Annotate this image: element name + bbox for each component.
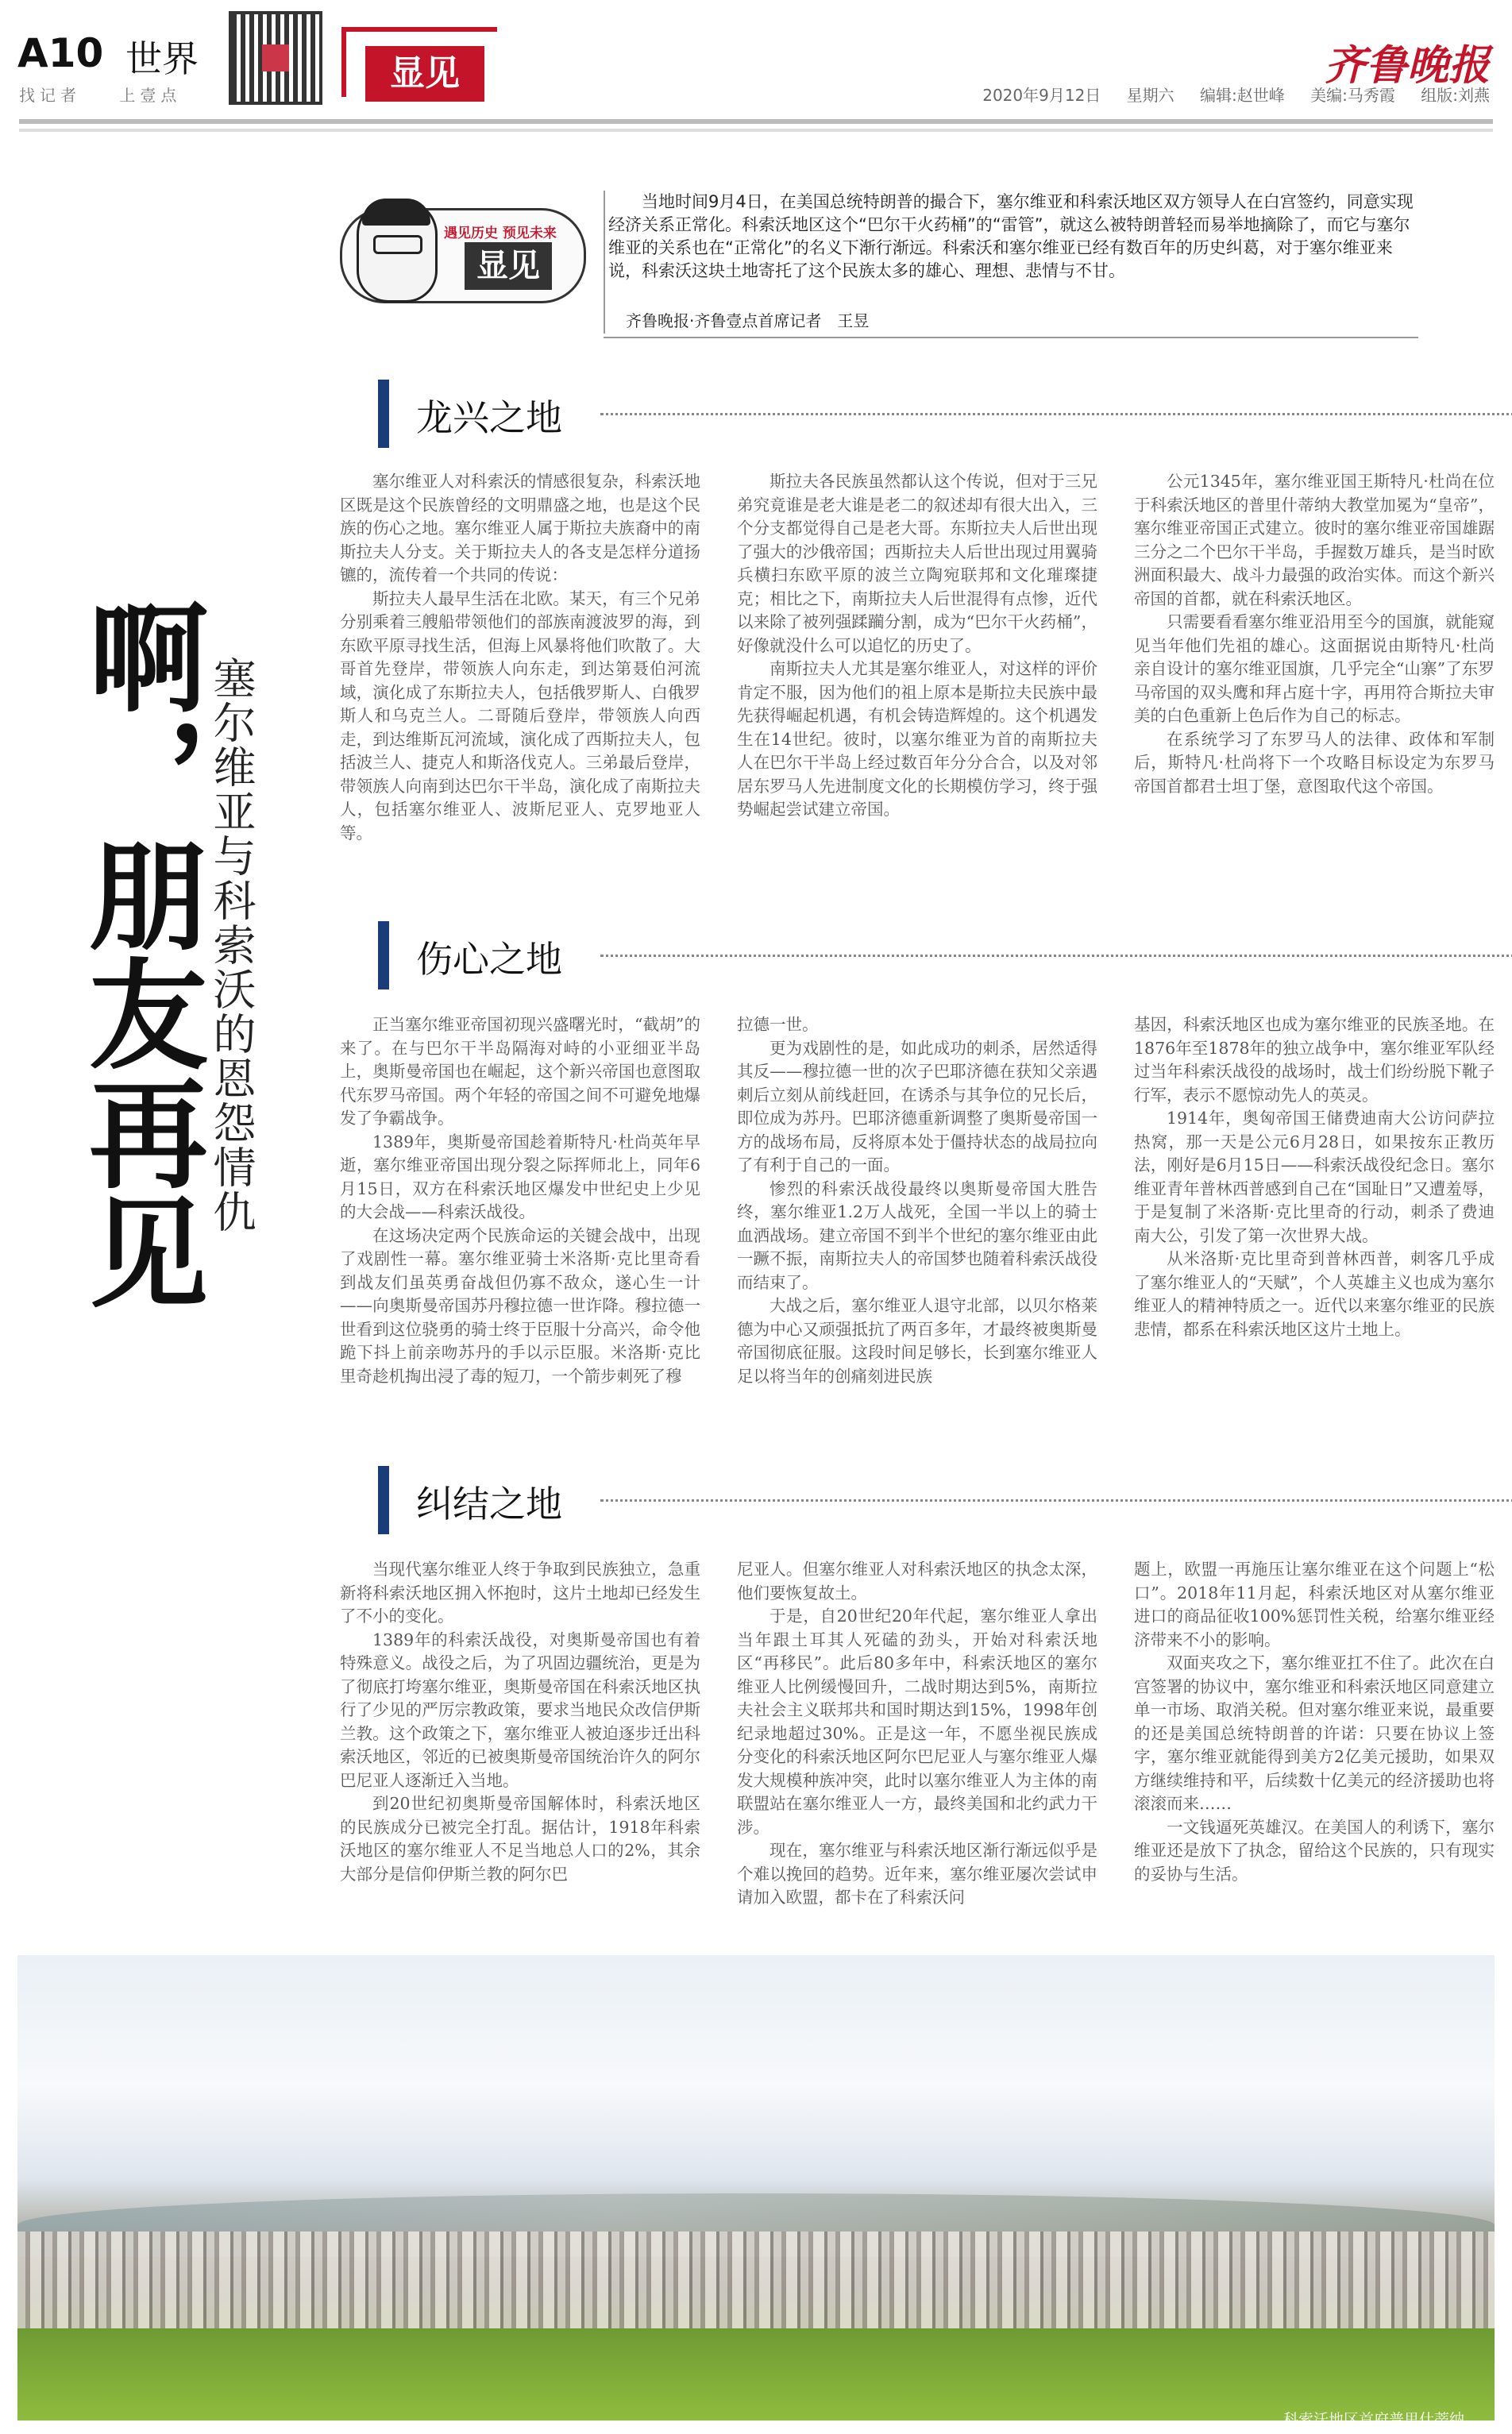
sub-headline: 塞尔维亚与科索沃的恩怨情仇 [206, 656, 256, 1234]
section-dotted-rule [600, 1499, 1512, 1502]
byline: 齐鲁晚报·齐鲁壹点首席记者 王昱 [626, 311, 870, 330]
section-heading-1 [378, 380, 1506, 448]
header-rule [19, 119, 1493, 124]
qr-code-icon[interactable] [229, 11, 322, 105]
section-heading-bar [378, 380, 389, 448]
section-2-column-3 [1134, 1013, 1495, 1341]
column-badge [341, 27, 497, 97]
paragraph: 尼亚人。但塞尔维亚人对科索沃地区的执念太深，他们要恢复故土。 [737, 1560, 1097, 1603]
section-3-column-2 [737, 1558, 1097, 1910]
section-1-column-1 [340, 470, 700, 845]
paragraph: 正当塞尔维亚帝国初现兴盛曙光时，“截胡”的来了。在与巴尔干半岛隔海对峙的小亚细亚半岛上，奥斯曼帝国也在崛起，这个新兴帝国也意图取代东罗马帝国。两个年轻的帝国之间不可避免地爆发了争霸战争。 [340, 1015, 700, 1128]
section-3-column-3 [1134, 1558, 1495, 1886]
main-headline: 啊，朋友再见 [68, 596, 206, 1310]
paragraph: 在系统学习了东罗马人的法律、政体和军制后，斯特凡·杜尚将下一个攻略目标设定为东罗马帝国首都君士坦丁堡，意图取代这个帝国。 [1134, 729, 1495, 796]
paragraph: 双面夹攻之下，塞尔维亚扛不住了。此次在白宫签署的协议中，塞尔维亚和科索沃地区同意建立单一市场、取消关税。但对塞尔维亚来说，最重要的还是美国总统特朗普的许诺：只要在协议上签字，塞尔维亚就能得到美方2亿美元援助，如果双方继续维持和平，后续数十亿美元的经济援助也将滚滚而来…… [1134, 1653, 1495, 1813]
issue-weekday: 星期六 [1126, 86, 1174, 105]
paragraph: 更为戏剧性的是，如此成功的刺杀，居然适得其反——穆拉德一世的次子巴耶济德在获知父亲遇刺后立刻从前线赶回，在诱杀与其争位的兄长后，即位成为苏丹。巴耶济德重新调整了奥斯曼帝国一方的战场布局，反将原本处于僵持状态的战局拉向了有利于自己的一面。 [737, 1038, 1097, 1175]
paragraph: 1914年，奥匈帝国王储费迪南大公访问萨拉热窝，那一天是公元6月28日，如果按东正教历法，刚好是6月15日——科索沃战役纪念日。塞尔维亚青年普林西普感到自己在“国耻日”又遭羞辱，于是复制了米洛斯·克比里奇的行动，刺杀了费迪南大公，引发了第一次世界大战。 [1134, 1109, 1495, 1245]
section-dotted-rule [600, 955, 1512, 957]
section-heading-3 [378, 1466, 1506, 1534]
paragraph: 在这场决定两个民族命运的关键会战中，出现了戏剧性一幕。塞尔维亚骑士米洛斯·克比里奇看到战友们虽英勇奋战但仍寡不敌众，遂心生一计——向奥斯曼帝国苏丹穆拉德一世诈降。穆拉德一世看到这位骁勇的骑士终于臣服十分高兴，命令他跪下抖上前亲吻苏丹的手以示臣服。米洛斯·克比里奇趁机掏出浸了毒的短刀，一个箭步刺死了穆 [340, 1225, 700, 1386]
column-badge-label: 显见 [365, 46, 484, 102]
section-heading-bar [378, 921, 389, 989]
paragraph: 一文钱逼死英雄汉。在美国人的利诱下，塞尔维亚还是放下了执念，留给这个民族的，只有现实的妥协与生活。 [1134, 1817, 1495, 1884]
paragraph: 1389年，奥斯曼帝国趁着斯特凡·杜尚英年早逝，塞尔维亚帝国出现分裂之际挥师北上，同年6月15日，双方在科索沃地区爆发中世纪史上少见的大会战——科索沃战役。 [340, 1132, 700, 1221]
paragraph: 于是，自20世纪20年代起，塞尔维亚人拿出当年跟土耳其人死磕的劲头，开始对科索沃地区“再移民”。此后80多年中，科索沃地区的塞尔维亚人比例缓慢回升，二战时期达到5%，南斯拉夫社会主义联邦共和国时期达到15%，1998年创纪录地超过30%。正是这一年，不愿坐视民族成分变化的科索沃地区阿尔巴尼亚人与塞尔维亚人爆发大规模种族冲突，此时以塞尔维亚人为主体的南联盟站在塞尔维亚人一方，最终美国和北约武力干涉。 [737, 1607, 1097, 1837]
section-dotted-rule [600, 413, 1512, 415]
paragraph: 大战之后，塞尔维亚人退守北部，以贝尔格莱德为中心又顽强抵抗了两百多年，才最终被奥斯曼帝国彻底征服。这段时间足够长，长到塞尔维亚人足以将当年的创痛刻进民族 [737, 1296, 1097, 1386]
column-logo-name: 显见 [465, 242, 552, 290]
section-title: 纠结之地 [416, 1483, 562, 1526]
paragraph: 题上，欧盟一再施压让塞尔维亚在这个问题上“松口”。2018年11月起，科索沃地区对从塞尔维亚进口的商品征收100%惩罚性关税，给塞尔维亚经济带来不小的影响。 [1134, 1560, 1495, 1649]
intro-divider [604, 191, 605, 334]
designer: 美编:马秀霞 [1310, 86, 1395, 105]
intro-bottom-rule [604, 337, 1418, 338]
paragraph: 南斯拉夫人尤其是塞尔维亚人，对这样的评价肯定不服，因为他们的祖上原本是斯拉夫民族中最先获得崛起机遇，有机会铸造辉煌的。这个机遇发生在14世纪。彼时，以塞尔维亚为首的南斯拉夫人在巴尔干半岛上经过数百年分分合合，以及对邻居东罗马人先进制度文化的长期模仿学习，终于强势崛起尝试建立帝国。 [737, 659, 1097, 819]
column-logo [340, 208, 586, 303]
newspaper-logo: 齐鲁晚报 [1324, 41, 1490, 90]
paragraph: 公元1345年，塞尔维亚国王斯特凡·杜尚在位于科索沃地区的普里什蒂纳大教堂加冕为“皇帝”，塞尔维亚帝国正式建立。彼时的塞尔维亚帝国雄踞三分之二个巴尔干半岛，手握数万雄兵，是当时欧洲面积最大、战斗力最强的政治实体。而这个新兴帝国的首都，就在科索沃地区。 [1134, 472, 1495, 608]
paragraph: 斯拉夫人最早生活在北欧。某天，有三个兄弟分别乘着三艘船带领他们的部族南渡波罗的海，到东欧平原寻找生活，但海上风暴将他们吹散了。大哥首先登岸，带领族人向东走，到达第聂伯河流域，演化成了东斯拉夫人，包括俄罗斯人、白俄罗斯人和乌克兰人。二哥随后登岸，带领族人向西走，到达维斯瓦河流域，演化成了西斯拉夫人，包括波兰人、捷克人和斯洛伐克人。三弟最后登岸，带领族人向南到达巴尔干半岛，演化成了南斯拉夫人，包括塞尔维亚人、波斯尼亚人、克罗地亚人等。 [340, 588, 700, 843]
section-2-column-2 [737, 1013, 1097, 1388]
section-2-column-1 [340, 1013, 700, 1388]
section-name: 世界 [125, 37, 199, 80]
motto-1: 找记者 [19, 86, 81, 105]
intro-text: 当地时间9月4日，在美国总统特朗普的撮合下，塞尔维亚和科索沃地区双方领导人在白宫签约，同意实现经济关系正常化。科索沃地区这个“巴尔干火药桶”的“雷管”，就这么被特朗普轻而易举地摘除了，而它与塞尔维亚的关系也在“正常化”的名义下渐行渐远。科索沃和塞尔维亚已经有数百年的历史纠葛，对于塞尔维亚来说，科索沃这块土地寄托了这个民族太多的雄心、理想、悲情与不甘。 [608, 192, 1414, 280]
section-1-column-3 [1134, 470, 1495, 798]
paragraph: 基因，科索沃地区也成为塞尔维亚的民族圣地。在1876年至1878年的独立战争中，塞尔维亚军队经过当年科索沃战役的战场时，战士们纷纷脱下靴子行军，表示不愿惊动先人的英灵。 [1134, 1015, 1495, 1105]
issue-date: 2020年9月12日 [982, 86, 1101, 105]
section-3-column-1 [340, 1558, 700, 1886]
paragraph: 塞尔维亚人对科索沃的情感很复杂，科索沃地区既是这个民族曾经的文明鼎盛之地，也是这个民族的伤心之地。塞尔维亚人属于斯拉夫族裔中的南斯拉夫人分支。关于斯拉夫人的各支是怎样分道扬镳的，流传着一个共同的传说： [340, 472, 700, 584]
photo-grass [17, 2328, 1495, 2420]
author-portrait-icon [357, 199, 438, 303]
photo-caption: 科索沃地区首府普里什蒂纳 [1282, 2411, 1464, 2428]
page-number: A10 [17, 30, 104, 76]
paragraph: 只需要看看塞尔维亚沿用至今的国旗，就能窥见当年他们先祖的雄心。这面据说由斯特凡·杜尚亲自设计的塞尔维亚国旗，几乎完全“山寨”了东罗马帝国的双头鹰和拜占庭十字，再用符合斯拉夫审美的白色重新上色后作为自己的标志。 [1134, 612, 1495, 725]
section-title: 伤心之地 [416, 938, 562, 981]
paragraph: 惨烈的科索沃战役最终以奥斯曼帝国大胜告终，塞尔维亚1.2万人战死，全国一半以上的骑士血洒战场。建立帝国不到半个世纪的塞尔维亚由此一蹶不振，南斯拉夫人的帝国梦也随着科索沃战役而结束了。 [737, 1178, 1097, 1292]
paragraph: 现在，塞尔维亚与科索沃地区渐行渐远似乎是个难以挽回的趋势。近年来，塞尔维亚屡次尝试申请加入欧盟，都卡在了科索沃问 [737, 1841, 1097, 1907]
motto-2: 上壹点 [119, 86, 182, 105]
section-1-column-2 [737, 470, 1097, 822]
city-panorama-photo [17, 1955, 1495, 2420]
column-tagline: 遇见历史 预见未来 [444, 226, 557, 241]
proofreader: 组版:刘燕 [1421, 86, 1490, 105]
section-heading-bar [378, 1466, 389, 1534]
paragraph: 1389年的科索沃战役，对奥斯曼帝国也有着特殊意义。战役之后，为了巩固边疆统治，更是为了彻底打垮塞尔维亚，奥斯曼帝国在科索沃地区执行了少见的严厉宗教政策，要求当地民众改信伊斯兰教。这个政策之下，塞尔维亚人被迫逐步迁出科索沃地区，邻近的已被奥斯曼帝国统治许久的阿尔巴尼亚人逐渐迁入当地。 [340, 1630, 700, 1790]
paragraph: 拉德一世。 [737, 1015, 819, 1034]
paragraph: 当现代塞尔维亚人终于争取到民族独立，急重新将科索沃地区拥入怀抱时，这片土地却已经发生了不小的变化。 [340, 1560, 700, 1626]
paragraph: 到20世纪初奥斯曼帝国解体时，科索沃地区的民族成分已被完全打乱。据估计，1918年科索沃地区的塞尔维亚人不足当地总人口的2%，其余大部分是信仰伊斯兰教的阿尔巴 [340, 1794, 700, 1884]
paragraph: 斯拉夫各民族虽然都认这个传说，但对于三兄弟究竟谁是老大谁是老二的叙述却有很大出入，三个分支都觉得自己是老大哥。东斯拉夫人后世出现了强大的沙俄帝国；西斯拉夫人后世出现过用翼骑兵横扫东欧平原的波兰立陶宛联邦和文化璀璨捷克；相比之下，南斯拉夫人后世混得有点惨，近代以来除了被列强蹂躏分割，成为“巴尔干火药桶”，好像就没什么可以追忆的历史了。 [737, 472, 1097, 655]
paragraph: 从米洛斯·克比里奇到普林西普，刺客几乎成了塞尔维亚人的“天赋”，个人英雄主义也成为塞尔维亚人的精神特质之一。近代以来塞尔维亚的民族悲情，都系在科索沃地区这片土地上。 [1134, 1249, 1495, 1339]
section-heading-2 [378, 921, 1506, 989]
issue-meta [962, 83, 1490, 106]
header-rule-thin [19, 129, 1493, 132]
editor: 编辑:赵世峰 [1200, 86, 1285, 105]
section-title: 龙兴之地 [416, 396, 562, 439]
mottos [19, 83, 210, 106]
